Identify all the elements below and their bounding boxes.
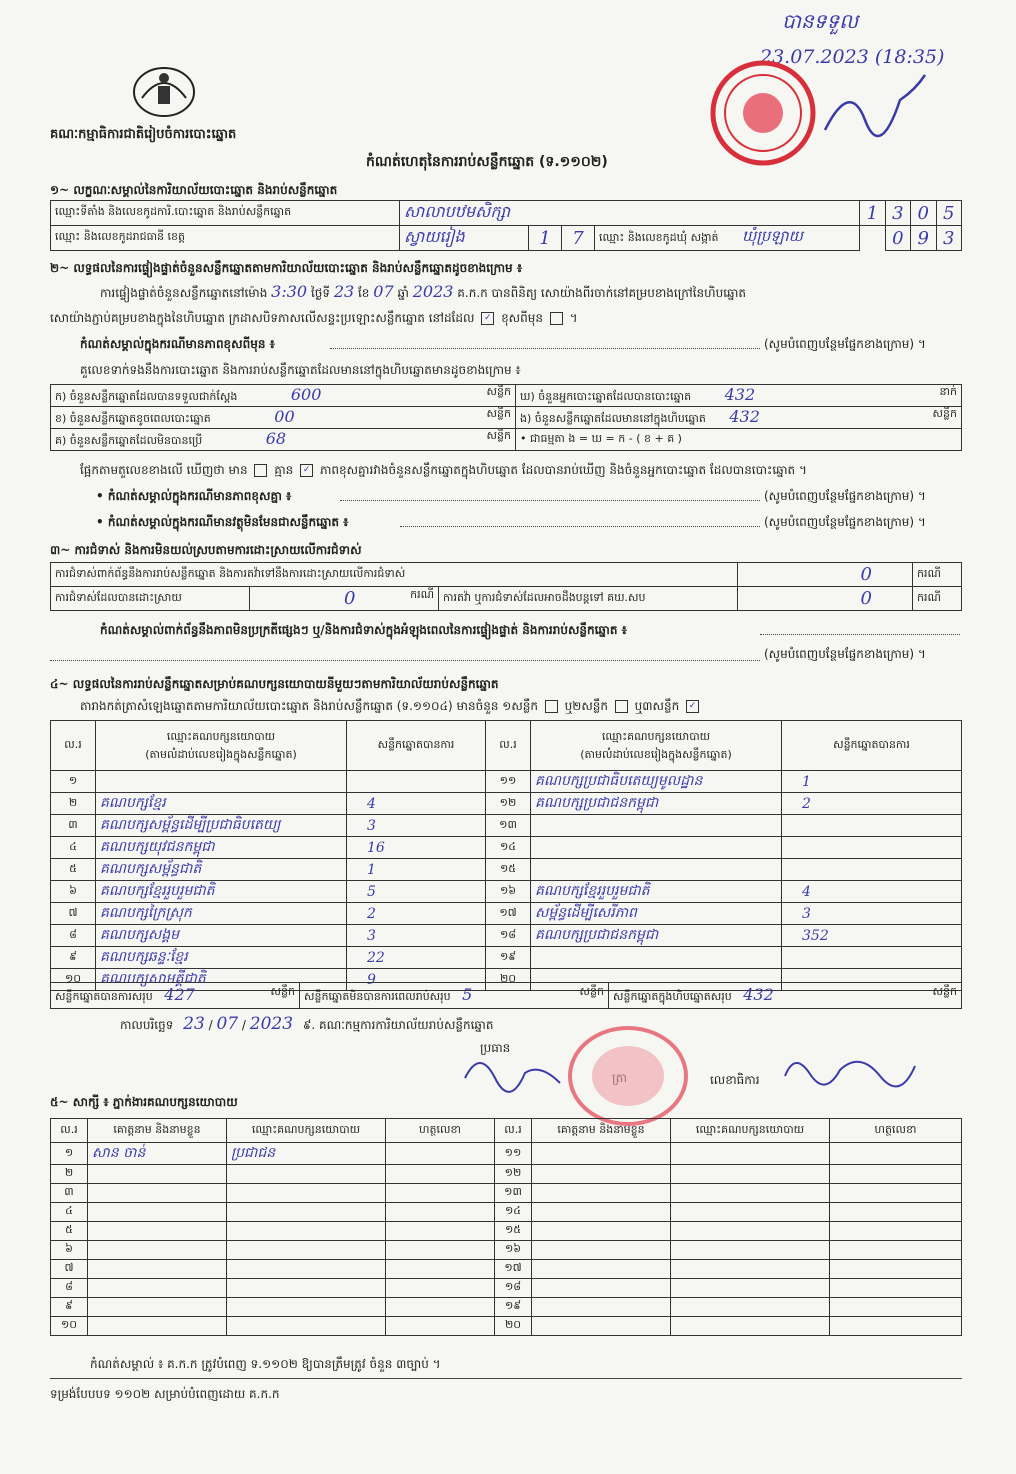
result-no: ៥ bbox=[51, 859, 96, 881]
witness-signature bbox=[830, 1165, 962, 1184]
s2-month: 07 bbox=[373, 282, 394, 301]
witness-signature bbox=[386, 1279, 495, 1298]
section4-title: ៤~ លទ្ធផលនៃការរាប់សន្លឹកឆ្នោតសម្រាប់គណបក្សនយោបាយនីមួយៗតាមការិយាល័យរាប់សន្លឹកឆ្នោត bbox=[50, 677, 499, 691]
witness-name bbox=[532, 1203, 671, 1222]
witness-no: ១៨ bbox=[495, 1279, 532, 1298]
results-row bbox=[51, 837, 962, 859]
result-no: ១៨ bbox=[486, 925, 531, 947]
obj-row2-value2: 0 bbox=[738, 587, 913, 611]
result-no: ២ bbox=[51, 793, 96, 815]
witness-name bbox=[532, 1184, 671, 1203]
s1-province: ស្វាយរៀង bbox=[400, 226, 529, 251]
result-party bbox=[96, 771, 347, 793]
witness-no: ៧ bbox=[51, 1260, 88, 1279]
count-k: ក) ចំនួនសន្លឹកឆ្នោតដែលបានទទួលជាក់ស្តែង 600 សន្លឹក bbox=[51, 385, 516, 407]
section2-title: ២~ លទ្ធផលនៃការផ្ទៀងផ្ទាត់ចំនួនសន្លឹកឆ្នោតតាមការិយាល័យបោះឆ្នោត និងរាប់សន្លឹកឆ្នោតដូចខាងក្រោម ៖ bbox=[50, 261, 523, 275]
result-votes bbox=[782, 815, 962, 837]
official-stamp-icon bbox=[708, 58, 818, 168]
witness-signature bbox=[830, 1184, 962, 1203]
col-votes-right: សន្លឹកឆ្នោតបានការ bbox=[782, 721, 962, 771]
w-col-party-left: ឈ្មោះគណបក្សនយោបាយ bbox=[227, 1119, 386, 1143]
result-no: ១៩ bbox=[486, 947, 531, 969]
witness-party bbox=[227, 1279, 386, 1298]
result-no: ១២ bbox=[486, 793, 531, 815]
result-votes bbox=[782, 947, 962, 969]
witness-name: សាន ចាន់ bbox=[88, 1143, 227, 1165]
witness-party bbox=[227, 1222, 386, 1241]
result-no: ៧ bbox=[51, 903, 96, 925]
count-table bbox=[50, 384, 962, 451]
s2-bullet2-hint: (សូមបំពេញបន្ថែមផ្នែកខាងក្រោម) ។ bbox=[764, 515, 926, 529]
witness-signature bbox=[386, 1143, 495, 1165]
result-party: គណបក្សប្រជាជនកម្ពុជា bbox=[531, 925, 782, 947]
section1-table bbox=[50, 200, 962, 251]
total-invalid: សន្លឹកឆ្នោតមិនបានការពេលរាប់សរុប 5 សន្លឹក bbox=[300, 983, 609, 1009]
witness-signature bbox=[830, 1298, 962, 1317]
secretary-label: លេខាធិការ bbox=[710, 1073, 760, 1087]
witness-name bbox=[532, 1143, 671, 1165]
w-col-party-right: ឈ្មោះគណបក្សនយោបាយ bbox=[671, 1119, 830, 1143]
witness-name bbox=[532, 1222, 671, 1241]
receipt-datetime: 23.07.2023 (18:35) bbox=[760, 46, 945, 68]
witness-row bbox=[51, 1241, 962, 1260]
result-votes: 352 bbox=[782, 925, 962, 947]
witness-signature bbox=[830, 1241, 962, 1260]
result-party bbox=[531, 859, 782, 881]
witness-name bbox=[88, 1298, 227, 1317]
s4-subtitle: តារាងកត់ត្រាសំឡេងឆ្នោតតាមការិយាល័យបោះឆ្នោត និងរាប់សន្លឹកឆ្នោត (ទ.១១០៤) មានចំនួន ១សន្លឹក ឬ២សន្លឹក ឬ៣សន្លឹក ✓ bbox=[80, 698, 702, 716]
result-votes bbox=[782, 837, 962, 859]
witness-signature bbox=[386, 1241, 495, 1260]
results-totals bbox=[50, 982, 962, 1009]
obj-row2-unit: ករណី bbox=[913, 587, 962, 611]
result-party bbox=[531, 815, 782, 837]
same-checkbox[interactable]: ✓ bbox=[481, 312, 494, 325]
s2-compare: ផ្អែកតាមតួលេខខាងលើ ឃើញថា មាន គ្មាន ✓ ភាពខុសគ្នារវាងចំនួនសន្លឹកឆ្នោតក្នុងហិបឆ្នោត ដែលបានរាប់ឃើញ និងចំនួនអ្នកបោះឆ្នោត ដែលបានបោះឆ្នោត ។ bbox=[80, 463, 807, 477]
s2-bullet2-line[interactable] bbox=[400, 526, 760, 527]
w-col-sign-right: ហត្ថលេខា bbox=[830, 1119, 962, 1143]
s1-code-1: 1 bbox=[860, 201, 885, 226]
witness-party: ប្រជាជន bbox=[227, 1143, 386, 1165]
witness-party bbox=[671, 1298, 830, 1317]
witness-row bbox=[51, 1203, 962, 1222]
witness-signature bbox=[830, 1222, 962, 1241]
witness-row bbox=[51, 1222, 962, 1241]
obj-row2-value: 0 bbox=[344, 588, 356, 609]
s3-note: កំណត់សម្គាល់ពាក់ព័ន្ធនឹងភាពមិនប្រក្រតីផ្សេងៗ ឬ/និងការជំទាស់ក្នុងអំឡុងពេលនៃការផ្ទៀងផ្ទាត់ និងការរាប់សន្លឹកឆ្នោត ៖ bbox=[100, 623, 627, 637]
witness-signature bbox=[386, 1165, 495, 1184]
result-no: ១៤ bbox=[486, 837, 531, 859]
result-no: ១៥ bbox=[486, 859, 531, 881]
result-no: ២០ bbox=[486, 969, 531, 991]
result-party: គណបក្សយុវជនកម្ពុជា bbox=[96, 837, 347, 859]
s1-prov-code-1: 1 bbox=[529, 226, 562, 251]
obj-row2-label2: ការតវ៉ា ឬការជំទាស់ដែលអាចដឹងបន្តទៅ គឃ.សប bbox=[439, 587, 738, 611]
witness-party bbox=[227, 1203, 386, 1222]
s4-date: កាលបរិច្ឆេទ 23 / 07 / 2023 ៩. គណៈកម្មការការិយាល័យរាប់សន្លឹកឆ្នោត bbox=[120, 1014, 494, 1034]
witness-row bbox=[51, 1298, 962, 1317]
s1-code-4: 5 bbox=[936, 201, 961, 226]
witness-party bbox=[227, 1184, 386, 1203]
witness-header bbox=[51, 1119, 962, 1143]
s2-note-hint: (សូមបំពេញបន្ថែមផ្នែកខាងក្រោម) ។ bbox=[764, 337, 926, 351]
witness-name bbox=[88, 1317, 227, 1336]
witness-signature bbox=[386, 1298, 495, 1317]
witness-no: ១៦ bbox=[495, 1241, 532, 1260]
result-votes: 9 bbox=[347, 969, 486, 991]
witness-signature bbox=[386, 1260, 495, 1279]
witness-party bbox=[227, 1165, 386, 1184]
results-row bbox=[51, 793, 962, 815]
section5-title: ៥~ សាក្សី ៖ ភ្នាក់ងារគណបក្សនយោបាយ bbox=[50, 1095, 238, 1109]
result-votes: 4 bbox=[782, 881, 962, 903]
result-no: ៦ bbox=[51, 881, 96, 903]
obj-row2-value-cell: 0 ករណី bbox=[250, 587, 439, 611]
two-sheet-checkbox[interactable] bbox=[615, 700, 628, 713]
result-party: គណបក្សប្រជាធិបតេយ្យមូលដ្ឋាន bbox=[531, 771, 782, 793]
three-sheet-checkbox[interactable]: ✓ bbox=[686, 700, 699, 713]
committee-stamp-icon bbox=[565, 1024, 691, 1128]
result-no: ១០ bbox=[51, 969, 96, 991]
result-votes: 1 bbox=[782, 771, 962, 793]
s2-bullet1-hint: (សូមបំពេញបន្ថែមផ្នែកខាងក្រោម) ។ bbox=[764, 489, 926, 503]
witness-row bbox=[51, 1184, 962, 1203]
col-party-left: ឈ្មោះគណបក្សនយោបាយ (តាមលំដាប់លេខរៀងក្នុងសន្លឹកឆ្នោត) bbox=[96, 721, 347, 771]
section3-title: ៣~ ការជំទាស់ និងការមិនយល់ស្របតាមការដោះស្រាយលើការជំទាស់ bbox=[50, 543, 362, 557]
witness-name bbox=[88, 1260, 227, 1279]
count-g: គ) ចំនួនសន្លឹកឆ្នោតដែលមិនបានប្រើ 68 សន្លឹក bbox=[51, 429, 516, 451]
s5-note: កំណត់សម្គាល់ ៖ គ.ក.ក ត្រូវបំពេញ ទ.១១០២ ឱ្យបានត្រឹមត្រូវ ចំនួន ៣ច្បាប់ ។ bbox=[90, 1357, 441, 1371]
witness-party bbox=[671, 1184, 830, 1203]
s1-code-3: 0 bbox=[911, 201, 936, 226]
witness-party bbox=[671, 1222, 830, 1241]
witness-no: ២០ bbox=[495, 1317, 532, 1336]
witness-name bbox=[88, 1222, 227, 1241]
s2-year: 2023 bbox=[412, 282, 454, 301]
result-party: គណបក្សឆន្ទៈខ្មែរ bbox=[96, 947, 347, 969]
results-row bbox=[51, 771, 962, 793]
witness-no: ១ bbox=[51, 1143, 88, 1165]
w-col-name-right: គោត្តនាម និងនាមខ្លួន bbox=[532, 1119, 671, 1143]
result-party bbox=[531, 837, 782, 859]
witness-row bbox=[51, 1165, 962, 1184]
witness-signature bbox=[830, 1317, 962, 1336]
w-col-name-left: គោត្តនាម និងនាមខ្លួន bbox=[88, 1119, 227, 1143]
witness-no: ៣ bbox=[51, 1184, 88, 1203]
witness-party bbox=[671, 1203, 830, 1222]
s2-bullet1-line[interactable] bbox=[340, 500, 760, 501]
s1-row2-label: ឈ្មោះ និងលេខកូដរាជធានី ខេត្ត bbox=[51, 226, 400, 251]
count-kh: ខ) ចំនួនសន្លឹកឆ្នោតខូចពេលបោះឆ្នោត 00 សន្លឹក bbox=[51, 407, 516, 429]
witness-row bbox=[51, 1143, 962, 1165]
result-party: គណបក្សប្រជាជនកម្ពុជា bbox=[531, 793, 782, 815]
witness-no: ១១ bbox=[495, 1143, 532, 1165]
witness-name bbox=[532, 1317, 671, 1336]
result-votes: 4 bbox=[347, 793, 486, 815]
witness-no: ១៤ bbox=[495, 1203, 532, 1222]
s3-note-line1[interactable] bbox=[760, 634, 960, 635]
result-votes: 1 bbox=[347, 859, 486, 881]
s2-day: 23 bbox=[333, 282, 355, 301]
col-party-right: ឈ្មោះគណបក្សនយោបាយ (តាមលំដាប់លេខរៀងក្នុងសន្លឹកឆ្នោត) bbox=[531, 721, 782, 771]
witness-name bbox=[532, 1279, 671, 1298]
results-row bbox=[51, 903, 962, 925]
witness-name bbox=[532, 1260, 671, 1279]
witness-name bbox=[532, 1165, 671, 1184]
total-box: សន្លឹកឆ្នោតក្នុងហិបឆ្នោតសរុប 432 សន្លឹក bbox=[609, 983, 962, 1009]
witness-signature bbox=[830, 1203, 962, 1222]
org-name: គណៈកម្មាធិការជាតិរៀបចំការបោះឆ្នោត bbox=[50, 127, 237, 142]
results-table bbox=[50, 720, 962, 991]
result-no: ១ bbox=[51, 771, 96, 793]
witness-signature bbox=[830, 1260, 962, 1279]
s2-line2: សោយ៉ាងភ្ជាប់គម្របខាងក្នុងនៃហិបឆ្នោត ក្រដាសបិទភាសលើសន្ទះប្រឡោះសន្លឹកឆ្នោត នៅដដែល ✓ ខុសពីមុន ។ bbox=[50, 311, 578, 325]
witness-no: ១៥ bbox=[495, 1222, 532, 1241]
witness-party bbox=[671, 1279, 830, 1298]
obj-row1-label: ការជំទាស់ពាក់ព័ន្ធនឹងការរាប់សន្លឹកឆ្នោត និងការតវ៉ាទៅនឹងការដោះស្រាយលើការជំទាស់ bbox=[51, 563, 738, 587]
secretary-signature-icon bbox=[780, 1046, 920, 1090]
witness-signature bbox=[830, 1279, 962, 1298]
s2-line1: ការផ្ទៀងផ្ទាត់ចំនួនសន្លឹកឆ្នោតនៅម៉ោង 3:30 ថ្ងៃទី 23 ខែ 07 ឆ្នាំ 2023 គ.ក.ក បានពិនិត្យ សោយ៉ាងពីរចាក់នៅគម្របខាងក្រៅនៃហិបឆ្នោត bbox=[100, 282, 747, 301]
result-no: ១១ bbox=[486, 771, 531, 793]
witness-name bbox=[88, 1165, 227, 1184]
form-footer: ទម្រង់បែបបទ ១១០២ សម្រាប់បំពេញដោយ គ.ក.ក bbox=[50, 1387, 280, 1401]
result-votes: 3 bbox=[347, 925, 486, 947]
witness-name bbox=[88, 1279, 227, 1298]
result-no: ១៦ bbox=[486, 881, 531, 903]
witness-party bbox=[227, 1298, 386, 1317]
one-sheet-checkbox[interactable] bbox=[545, 700, 558, 713]
s1-commune-label: ឈ្មោះ និងលេខកូដឃុំ សង្កាត់ ឃុំប្រឡាយ bbox=[595, 226, 860, 251]
s1-com-code-2: 9 bbox=[911, 226, 936, 251]
witness-no: ៦ bbox=[51, 1241, 88, 1260]
witness-party bbox=[671, 1143, 830, 1165]
s1-com-code-3: 3 bbox=[936, 226, 961, 251]
obj-row1-value: 0 bbox=[738, 563, 913, 587]
witness-party bbox=[671, 1241, 830, 1260]
result-party: គណបក្សខ្មែររួបរួមជាតិ bbox=[531, 881, 782, 903]
result-votes: 22 bbox=[347, 947, 486, 969]
nec-emblem-icon bbox=[128, 58, 200, 118]
signature-icon bbox=[820, 70, 930, 150]
witness-signature bbox=[830, 1143, 962, 1165]
w-col-sign-left: ហត្ថលេខា bbox=[386, 1119, 495, 1143]
s2-intro: គួលេខទាក់ទងនឹងការបោះឆ្នោត និងការរាប់សន្លឹកឆ្នោតដែលមាននៅក្នុងហិបឆ្នោតមានដូចខាងក្រោម ៖ bbox=[80, 363, 521, 377]
result-no: ៣ bbox=[51, 815, 96, 837]
witness-signature bbox=[386, 1203, 495, 1222]
witness-no: ១៣ bbox=[495, 1184, 532, 1203]
w-col-no-left: ល.រ bbox=[51, 1119, 88, 1143]
witness-no: ១២ bbox=[495, 1165, 532, 1184]
objection-table bbox=[50, 562, 962, 611]
result-no: ១៣ bbox=[486, 815, 531, 837]
witness-party bbox=[227, 1241, 386, 1260]
s2-bullet1: • កំណត់សម្គាល់ក្នុងករណីមានភាពខុសគ្នា ៖ bbox=[96, 489, 292, 503]
count-y: ឃ) ចំនួនអ្នកបោះឆ្នោតដែលបានបោះឆ្នោត 432 នាក់ bbox=[516, 385, 962, 407]
s2-note-line[interactable] bbox=[330, 348, 760, 349]
witness-row bbox=[51, 1260, 962, 1279]
s1-row1-value: សាលាបឋមសិក្សា bbox=[400, 201, 860, 226]
witness-no: ៨ bbox=[51, 1279, 88, 1298]
witness-name bbox=[532, 1241, 671, 1260]
witness-no: ១០ bbox=[51, 1317, 88, 1336]
result-party bbox=[531, 947, 782, 969]
witness-table bbox=[50, 1118, 962, 1336]
results-row bbox=[51, 947, 962, 969]
result-party: សម្ព័ន្ធដើម្បីសេរីភាព bbox=[531, 903, 782, 925]
witness-signature bbox=[386, 1222, 495, 1241]
s1-row1-label: ឈ្មោះទីតាំង និងលេខកូដការិ.បោះឆ្នោត និងរាប់សន្លឹកឆ្នោត bbox=[51, 201, 400, 226]
result-party: គណបក្សសាមគ្គីជាតិ bbox=[96, 969, 347, 991]
witness-signature bbox=[386, 1184, 495, 1203]
section1-title: ១~ លក្ខណៈសម្គាល់នៃការិយាល័យបោះឆ្នោត និងរាប់សន្លឹកឆ្នោត bbox=[50, 183, 338, 197]
s2-note-label: កំណត់សម្គាល់ក្នុងករណីមានភាពខុសពីមុន ៖ bbox=[80, 337, 275, 351]
witness-party bbox=[227, 1317, 386, 1336]
no-difference-checkbox[interactable]: ✓ bbox=[300, 464, 313, 477]
result-party: គណបក្សក្រៃ​ស្រុក bbox=[96, 903, 347, 925]
witness-signature bbox=[386, 1317, 495, 1336]
result-votes bbox=[347, 771, 486, 793]
s1-code-2: 3 bbox=[885, 201, 910, 226]
result-votes: 3 bbox=[347, 815, 486, 837]
witness-name bbox=[88, 1241, 227, 1260]
result-votes: 16 bbox=[347, 837, 486, 859]
footer-divider bbox=[50, 1378, 962, 1379]
result-votes: 3 bbox=[782, 903, 962, 925]
count-ng: ង) ចំនួនសន្លឹកឆ្នោតដែលមាននៅក្នុងហិបឆ្នោត 432 សន្លឹក bbox=[516, 407, 962, 429]
result-party: គណបក្សសម្ព័ន្ធជាតិ bbox=[96, 859, 347, 881]
result-no: ៩ bbox=[51, 947, 96, 969]
witness-no: ៩ bbox=[51, 1298, 88, 1317]
witness-party bbox=[671, 1165, 830, 1184]
has-difference-checkbox[interactable] bbox=[254, 464, 267, 477]
result-votes bbox=[782, 859, 962, 881]
witness-no: ២ bbox=[51, 1165, 88, 1184]
result-party: គណបក្សខ្មែរ bbox=[96, 793, 347, 815]
s3-note-line2[interactable] bbox=[50, 660, 760, 661]
changed-checkbox[interactable] bbox=[550, 312, 563, 325]
col-no-right: ល.រ bbox=[486, 721, 531, 771]
total-valid: សន្លឹកឆ្នោតបានការសរុប 427 សន្លឹក bbox=[51, 983, 300, 1009]
receipt-note: បានទទួល bbox=[782, 9, 859, 33]
result-no: ៨ bbox=[51, 925, 96, 947]
form-title: កំណត់ហេតុនៃការរាប់សន្លឹកឆ្នោត (ទ.១១០២) bbox=[366, 154, 608, 170]
s2-bullet2: • កំណត់សម្គាល់ក្នុងករណីមានវត្ថុមិនមែនជាសន្លឹកឆ្នោត ៖ bbox=[96, 515, 349, 529]
result-party: គណបក្សសង្គម bbox=[96, 925, 347, 947]
result-party: គណបក្សសម្ព័ន្ធដើម្បីប្រជាធិបតេយ្យ bbox=[96, 815, 347, 837]
witness-no: ១៧ bbox=[495, 1260, 532, 1279]
s1-prov-code-2: 7 bbox=[562, 226, 595, 251]
results-row bbox=[51, 925, 962, 947]
witness-no: ១៩ bbox=[495, 1298, 532, 1317]
results-row bbox=[51, 815, 962, 837]
s1-commune: ឃុំប្រឡាយ bbox=[742, 227, 803, 245]
result-party: គណបក្សខ្មែររួបរួមជាតិ bbox=[96, 881, 347, 903]
results-row bbox=[51, 859, 962, 881]
result-no: ៤ bbox=[51, 837, 96, 859]
results-row bbox=[51, 881, 962, 903]
obj-row1-unit: ករណី bbox=[913, 563, 962, 587]
witness-party bbox=[671, 1317, 830, 1336]
s1-com-code-1: 0 bbox=[885, 226, 910, 251]
witness-row bbox=[51, 1317, 962, 1336]
obj-row2-label: ការជំទាស់ដែលបានដោះស្រាយ bbox=[51, 587, 250, 611]
result-votes: 5 bbox=[347, 881, 486, 903]
result-votes: 2 bbox=[782, 793, 962, 815]
witness-no: ៤ bbox=[51, 1203, 88, 1222]
col-votes-left: សន្លឹកឆ្នោតបានការ bbox=[347, 721, 486, 771]
witness-party bbox=[671, 1260, 830, 1279]
result-no: ១៧ bbox=[486, 903, 531, 925]
s2-time: 3:30 bbox=[271, 282, 308, 301]
witness-no: ៥ bbox=[51, 1222, 88, 1241]
witness-name bbox=[532, 1298, 671, 1317]
chair-signature-icon bbox=[460, 1048, 570, 1098]
witness-row bbox=[51, 1279, 962, 1298]
witness-name bbox=[88, 1184, 227, 1203]
col-no-left: ល.រ bbox=[51, 721, 96, 771]
s3-hint: (សូមបំពេញបន្ថែមផ្នែកខាងក្រោម) ។ bbox=[764, 647, 926, 661]
witness-party bbox=[227, 1260, 386, 1279]
w-col-no-right: ល.រ bbox=[495, 1119, 532, 1143]
witness-name bbox=[88, 1203, 227, 1222]
result-votes: 2 bbox=[347, 903, 486, 925]
chair-label: ប្រធាន bbox=[480, 1041, 511, 1055]
results-header bbox=[51, 721, 962, 771]
count-formula: • ជាធម្មតា ង = ឃ = ក - ( ខ + គ ) bbox=[516, 429, 962, 451]
